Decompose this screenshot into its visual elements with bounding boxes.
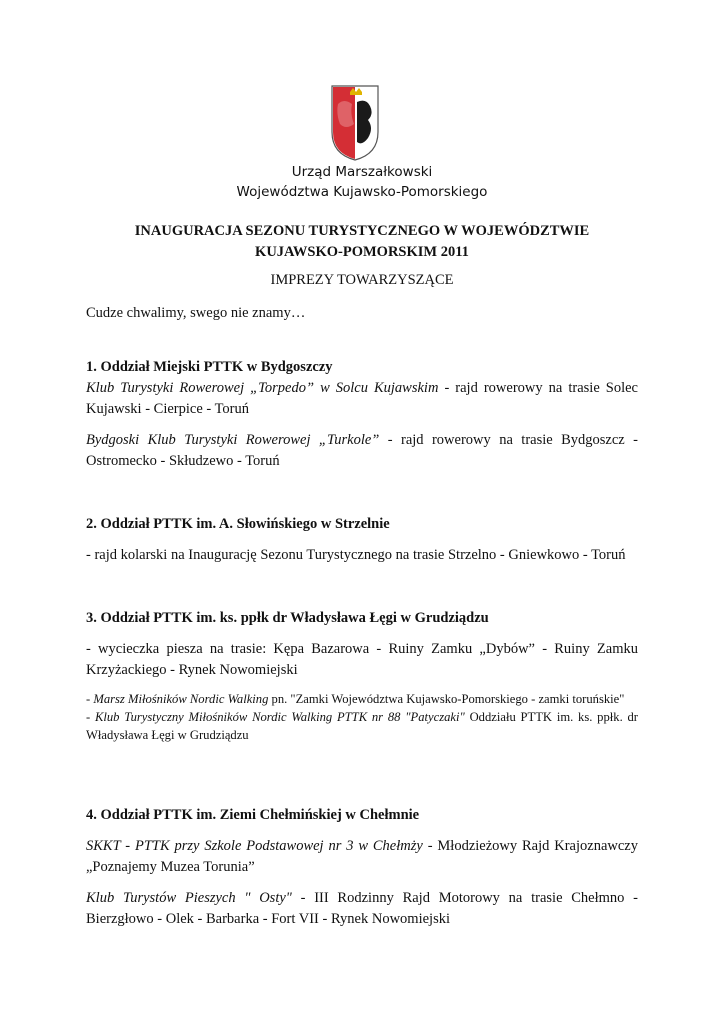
event-entry [86, 430, 638, 472]
section-heading: 4. Oddział PTTK im. Ziemi Chełmińskiej w Chełmnie [86, 807, 420, 823]
section-heading: 2. Oddział PTTK im. A. Słowińskiego w Strzelnie [86, 516, 390, 532]
event-description: - rajd rowerowy na trasie Solec Kujawski - Cierpice - Toruń [86, 380, 638, 417]
club-name: Bydgoski Klub Turystyki Rowerowej „Turkole” [86, 432, 380, 448]
section-1 [86, 357, 638, 472]
office-name-line1: Urząd Marszałkowski [291, 164, 433, 180]
club-name: Klub Turystów Pieszych " Osty" [86, 890, 292, 906]
event-line: - Marsz Miłośników Nordic Walking pn. "Zamki Województwa Kujawsko-Pomorskiego - zamki toruńskie" [86, 692, 625, 706]
event-description: - rajd rowerowy na trasie Bydgoszcz - Ostromecko - Skłudzewo - Toruń [86, 432, 638, 469]
event-entry [86, 378, 638, 420]
section-3 [86, 608, 638, 744]
title-line-2: KUJAWSKO-POMORSKIM 2011 [255, 244, 469, 260]
document-title [0, 221, 724, 263]
club-name: Klub Turystyczny Miłośników Nordic Walking PTTK nr 88 "Patyczaki" [94, 710, 465, 724]
event-entry [86, 836, 638, 878]
event-line: - Klub Turystyczny Miłośników Nordic Walking PTTK nr 88 "Patyczaki" Oddziału PTTK im. ks. ppłk. dr Władysława Łęgi w Grudziądzu [86, 710, 639, 742]
event-description: - Młodzieżowy Rajd Krajoznawczy „Poznajemy Muzea Torunia” [86, 838, 638, 875]
club-name: SKKT - PTTK przy Szkole Podstawowej nr 3 w Chełmży [86, 838, 423, 854]
event-entry: - rajd kolarski na Inaugurację Sezonu Turystycznego na trasie Strzelno - Gniewkowo - Toruń [86, 547, 626, 563]
office-name-line2: Województwa Kujawsko-Pomorskiego [236, 184, 488, 200]
event-entry [86, 888, 638, 930]
section-heading: 3. Oddział PTTK im. ks. ppłk dr Władysława Łęgi w Grudziądzu [86, 610, 489, 626]
coat-of-arms-icon [330, 84, 380, 162]
event-entry-small [86, 690, 638, 744]
section-2 [86, 514, 638, 566]
motto: Cudze chwalimy, swego nie znamy… [86, 305, 306, 321]
title-line-1: INAUGURACJA SEZONU TURYSTYCZNEGO W WOJEWÓDZTWIE [134, 223, 590, 239]
event-description: - III Rodzinny Rajd Motorowy na trasie Chełmno - Bierzgłowo - Olek - Barbarka - Fort VII - Rynek Nowomiejski [86, 890, 639, 927]
event-description: Oddziału PTTK im. ks. ppłk. dr Władysława Łęgi w Grudziądzu [86, 710, 639, 742]
event-name: Marsz Miłośników Nordic Walking [93, 692, 269, 706]
subtitle: IMPREZY TOWARZYSZĄCE [270, 272, 454, 288]
event-description: pn. "Zamki Województwa Kujawsko-Pomorskiego - zamki toruńskie" [268, 692, 625, 706]
section-4 [86, 805, 638, 930]
event-entry: - wycieczka piesza na trasie: Kępa Bazarowa - Ruiny Zamku „Dybów” - Ruiny Zamku Krzyżackiego - Rynek Nowomiejski [86, 641, 638, 678]
club-name: Klub Turystyki Rowerowej „Torpedo” w Solcu Kujawskim [86, 380, 439, 396]
section-heading: 1. Oddział Miejski PTTK w Bydgoszczy [86, 359, 333, 375]
